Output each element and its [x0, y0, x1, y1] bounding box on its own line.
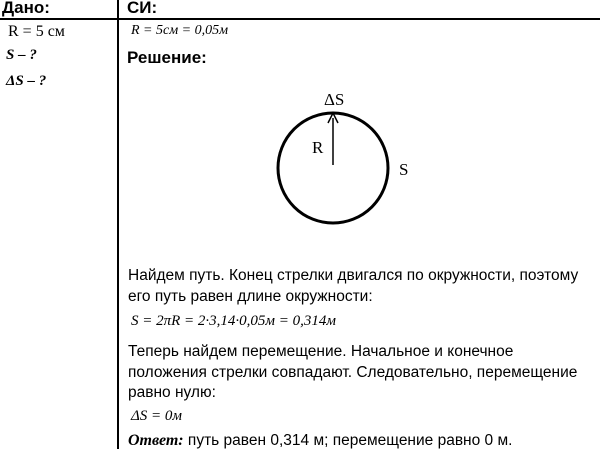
- delta-s-label: ΔS: [324, 90, 345, 109]
- find-path: S – ?: [6, 47, 37, 63]
- given-heading: Дано:: [2, 0, 50, 17]
- answer-line: [128, 430, 512, 451]
- displacement-explanation-line-2: положения стрелки совпадают. Следовательно, перемещение: [128, 364, 578, 381]
- si-conversion: R = 5см = 0,05м: [131, 23, 229, 38]
- path-formula: S = 2πR = 2·3,14·0,05м = 0,314м: [131, 313, 336, 329]
- path-explanation-line-2: его путь равен длине окружности:: [128, 288, 373, 305]
- path-explanation-line-1: Найдем путь. Конец стрелки двигался по окружности, поэтому: [128, 267, 579, 284]
- path-label: S: [399, 160, 409, 179]
- answer-label: Ответ:: [128, 432, 184, 449]
- find-displacement: ΔS – ?: [6, 73, 47, 89]
- si-heading: СИ:: [127, 0, 158, 17]
- column-divider: [117, 0, 119, 449]
- given-radius: R = 5 см: [8, 23, 65, 40]
- displacement-explanation-line-1: Теперь найдем перемещение. Начальное и конечное: [128, 343, 514, 360]
- displacement-formula: ΔS = 0м: [131, 408, 182, 424]
- circle-diagram: [260, 85, 430, 230]
- displacement-explanation-line-3: равно нулю:: [128, 384, 216, 401]
- answer-text: путь равен 0,314 м; перемещение равно 0 м.: [183, 432, 513, 449]
- radius-label: R: [312, 138, 324, 157]
- header-rule: [0, 18, 600, 20]
- solution-heading: Решение:: [127, 48, 207, 67]
